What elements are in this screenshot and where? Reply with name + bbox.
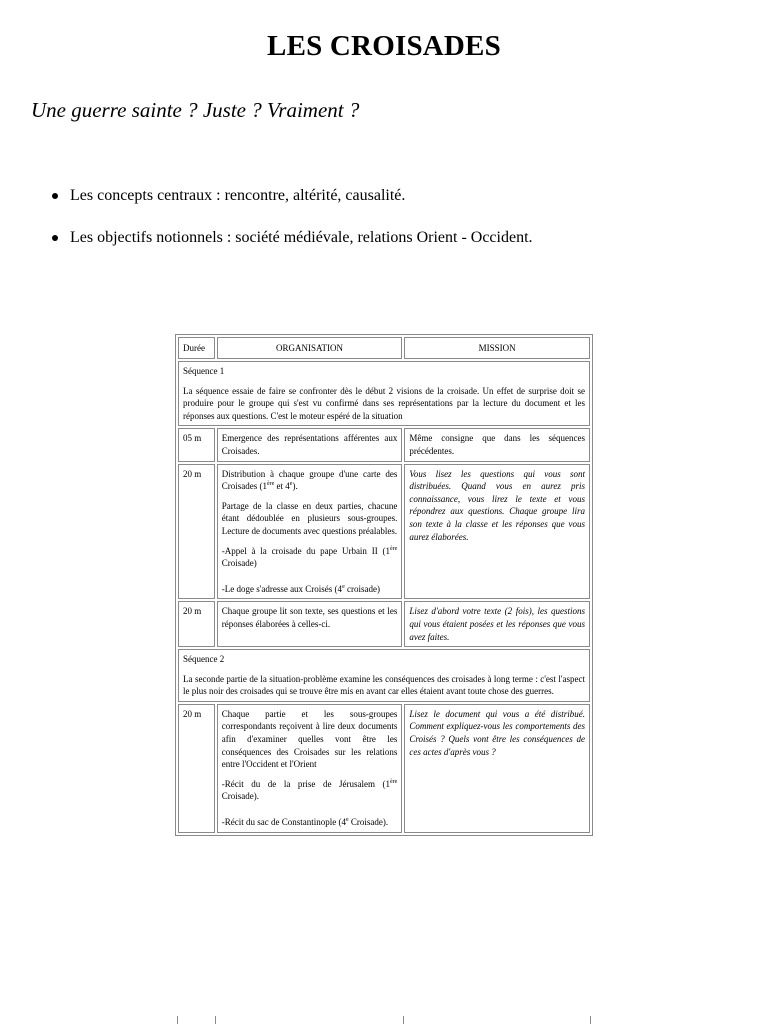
duree-cell: 05 m	[178, 428, 215, 461]
organisation-cell	[217, 464, 403, 600]
page-subtitle: Une guerre sainte ? Juste ? Vraiment ?	[31, 98, 360, 122]
duree-cell: 20 m	[178, 704, 215, 833]
organisation-paragraph: -Le doge s'adresse aux Croisés (4e croisade)	[221, 583, 380, 594]
mission-cell: Lisez d'abord votre texte (2 fois), les questions qui vous étaient posées et les réponses que vous avez faites.	[404, 601, 590, 647]
table-row	[178, 428, 590, 461]
mission-cell: Lisez le document qui vous a été distribué. Comment expliquez-vous les comportements des Croisés ? Quels vont être les conséquences de ces actes d'après vous ?	[404, 704, 590, 833]
duree-cell: 20 m	[178, 601, 215, 647]
organisation-paragraph: Partage de la classe en deux parties, chacune étant dédoublée en plusieurs sous-groupes. Lecture de documents avec questions préalables.	[221, 500, 398, 536]
list-item: Les objectifs notionnels : société médiévale, relations Orient - Occident.	[51, 226, 533, 249]
header-mission: MISSION	[404, 337, 590, 359]
header-duree: Durée	[178, 337, 215, 359]
table-header-row	[178, 337, 590, 359]
sequence-2-title: Séquence 2	[183, 654, 225, 665]
next-page-table-fragment	[175, 1016, 593, 1024]
organisation-paragraph: Distribution à chaque groupe d'une carte des Croisades (1ère et 4e).	[221, 468, 398, 492]
sequence-1-row	[178, 361, 590, 426]
table-border-line	[177, 1016, 178, 1024]
table-row	[178, 601, 590, 647]
organisation-paragraph: -Appel à la croisade du pape Urbain II (1ère Croisade)	[221, 545, 398, 569]
sequence-2-row	[178, 649, 590, 702]
table-border-line	[215, 1016, 216, 1024]
list-item: Les concepts centraux : rencontre, altérité, causalité.	[51, 184, 533, 207]
objectives-list	[51, 184, 533, 249]
sequence-2-text: La seconde partie de la situation-problème examine les conséquences des croisades à long terme : c'est l'aspect le plus noir des croisades qui se trouve être mis en avant car elles étaient avant toute chose des guerres.	[183, 673, 585, 697]
sequence-1-title: Séquence 1	[183, 366, 225, 376]
sequence-1-text: La séquence essaie de faire se confronter dès le début 2 visions de la croisade. Un effet de surprise doit se produire pour le groupe qui s'est vu confirmé dans ses représentations par la lecture du document et les réponses aux questions. C'est le moteur espéré de la situation	[183, 385, 585, 421]
organisation-cell	[217, 704, 403, 833]
organisation-paragraph: -Récit du de la prise de Jérusalem (1ère Croisade).	[221, 778, 398, 802]
duree-cell: 20 m	[178, 464, 215, 600]
table-row	[178, 704, 590, 833]
mission-cell: Vous lisez les questions qui vous sont distribuées. Quand vous en aurez pris connaissance, vous lirez le texte et vous répondrez aux questions. Chaque groupe lira son texte à la classe et les réponses que vous aurez élaborées.	[404, 464, 590, 600]
sequence-1-cell	[178, 361, 590, 426]
table-row	[178, 464, 590, 600]
lesson-plan-table	[175, 334, 593, 836]
lesson-table-container	[175, 334, 593, 944]
organisation-paragraph: -Récit du sac de Constantinople (4e Croisade).	[221, 817, 389, 828]
page-title: LES CROISADES	[267, 30, 501, 62]
table-border-line	[403, 1016, 404, 1024]
table-border-line	[590, 1016, 591, 1024]
organisation-cell: Emergence des représentations afférentes aux Croisades.	[217, 428, 403, 461]
sequence-2-cell	[178, 649, 590, 702]
mission-cell: Même consigne que dans les séquences précédentes.	[404, 428, 590, 461]
header-organisation: ORGANISATION	[217, 337, 403, 359]
organisation-paragraph: Chaque partie et les sous-groupes correspondants reçoivent à lire deux documents afin d'examiner quelles vont être les conséquences des Croisades sur les relations entre l'Occident et l'Orient	[221, 708, 398, 770]
organisation-cell: Chaque groupe lit son texte, ses questions et les réponses élaborées à celles-ci.	[217, 601, 403, 647]
